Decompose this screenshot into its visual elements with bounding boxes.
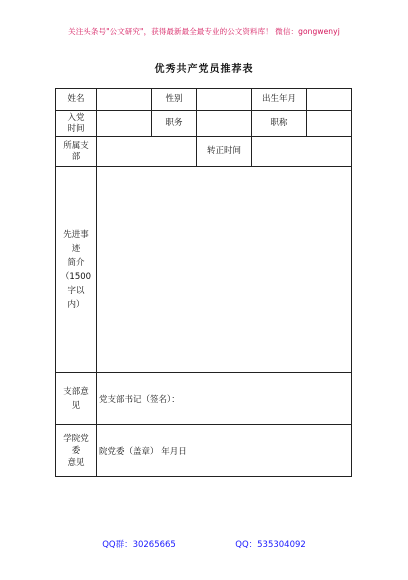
branch-opinion-label [56,373,97,425]
branch-opinion-field[interactable] [97,373,352,425]
college-seal-text: 院党委（盖章） 年月日 [99,446,187,457]
birth-field[interactable] [307,89,352,111]
footer-contact [0,538,408,550]
college-opinion-label-line1: 学院党 [63,433,89,444]
college-opinion-label [56,425,97,477]
rank-label: 职称 [252,111,307,137]
row-college-opinion [56,425,352,477]
row-party-info [56,111,352,137]
branch-label-line2: 部 [71,151,81,162]
row-basic-info [56,89,352,111]
duty-field[interactable] [197,111,252,137]
birth-label: 出生年月 [252,89,307,111]
deeds-label-line4: （1500 [60,271,92,282]
row-branch-opinion [56,373,352,425]
branch-label [56,137,97,167]
join-date-field[interactable] [97,111,152,137]
name-label: 姓名 [56,89,97,111]
join-date-label [56,111,97,137]
duty-label: 职务 [152,111,197,137]
page-title: 优秀共产党员推荐表 [154,64,254,75]
college-opinion-label-line2: 委 [71,445,81,456]
branch-label-line1: 所属支 [63,140,89,151]
name-field[interactable] [97,89,152,111]
row-deeds [56,167,352,373]
deeds-field[interactable] [97,167,352,373]
deeds-label-line1: 先进事 [63,229,89,240]
deeds-label-line6: 内） [67,299,85,310]
regular-date-label: 转正时间 [197,137,252,167]
recommendation-form-table [55,88,352,477]
regular-date-field[interactable] [252,137,352,167]
college-opinion-field[interactable] [97,425,352,477]
qq-number-text: QQ：535304092 [235,540,306,550]
deeds-label-line2: 迹 [71,243,81,254]
branch-opinion-label-line1: 支部意 [63,386,89,397]
branch-opinion-label-line2: 见 [71,400,81,411]
deeds-label-line3: 简介 [67,257,85,268]
deeds-label [56,167,97,373]
header-promo-note: 关注头条号"公文研究"，获得最新最全最专业的公文资料库！ 微信：gongwenyj [68,27,340,36]
gender-field[interactable] [197,89,252,111]
college-opinion-label-line3: 意见 [67,457,85,468]
rank-field[interactable] [307,111,352,137]
qq-group-text: QQ群：30265665 [102,540,176,550]
deeds-label-line5: 字以 [67,285,85,296]
gender-label: 性别 [152,89,197,111]
branch-field[interactable] [97,137,197,167]
branch-secretary-signature-text: 党支部书记（签名）： [99,394,180,405]
join-date-label-line2: 时间 [67,123,85,134]
join-date-label-line1: 入党 [67,112,85,123]
row-branch-info [56,137,352,167]
